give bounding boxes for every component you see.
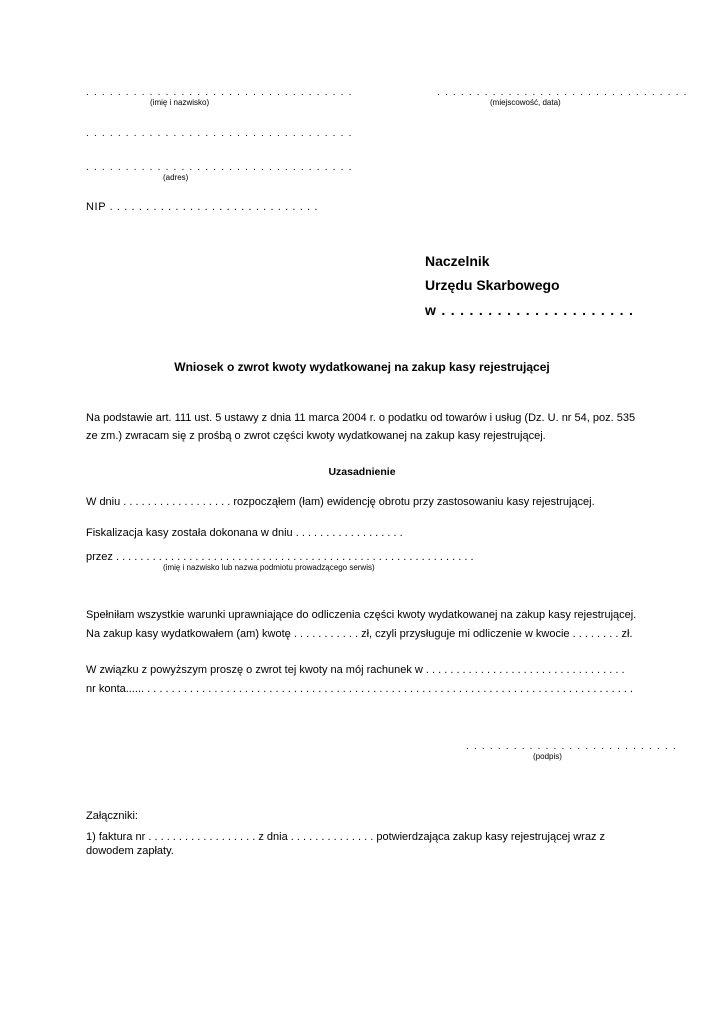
- signature-dots: . . . . . . . . . . . . . . . . . . . . . . . . . . .: [466, 741, 677, 752]
- sender-name-caption: (imię i nazwisko): [150, 98, 210, 107]
- attachment-item1-line1: 1) faktura nr . . . . . . . . . . . . . . . . . . z dnia . . . . . . . . . . . . . . potwierdzająca zakup kasy rejestrującej wraz z: [86, 831, 606, 843]
- attachments-heading: Załączniki:: [86, 810, 138, 822]
- justification-heading: Uzasadnienie: [328, 466, 396, 478]
- justification-line3: przez . . . . . . . . . . . . . . . . . . . . . . . . . . . . . . . . . . . . . . . . . . . . . . . . . . . . . . . . . . .: [86, 551, 474, 563]
- request-line1: W związku z powyższym proszę o zwrot tej kwoty na mój rachunek w . . . . . . . . . . . . . . . . . . . . . . . . . . . . . . . . .: [86, 664, 625, 676]
- signature-caption: (podpis): [533, 752, 562, 761]
- intro-line1: Na podstawie art. 111 ust. 5 ustawy z dnia 11 marca 2004 r. o podatku od towarów i usług (Dz. U. nr 54, poz. 535: [86, 412, 636, 424]
- justification-line3-caption: (imię i nazwisko lub nazwa podmiotu prowadzącego serwis): [163, 563, 375, 572]
- request-line2: nr konta...... . . . . . . . . . . . . . . . . . . . . . . . . . . . . . . . . . . . . . . . . . . . . . . . . . . . . . . . . . . . . . . . . . . . . . . . . . . . . . . . .: [86, 683, 634, 695]
- place-date-dots: . . . . . . . . . . . . . . . . . . . . . . . . . . . . . . . .: [437, 87, 688, 98]
- justification-line2: Fiskalizacja kasy została dokonana w dniu . . . . . . . . . . . . . . . . . .: [86, 527, 403, 539]
- conditions-line1: Spełniłam wszystkie warunki uprawniające do odliczenia części kwoty wydatkowanej na zakup kasy rejestrującej.: [86, 609, 637, 621]
- sender-line2-dots: . . . . . . . . . . . . . . . . . . . . . . . . . . . . . . . . . .: [86, 128, 353, 139]
- attachment-item1-line2: dowodem zapłaty.: [86, 845, 174, 857]
- addressee-line1: Naczelnik: [425, 253, 490, 269]
- addressee-line2: Urzędu Skarbowego: [425, 277, 560, 293]
- justification-line1: W dniu . . . . . . . . . . . . . . . . . . rozpocząłem (łam) ewidencję obrotu przy zastosowaniu kasy rejestrującej.: [86, 496, 595, 508]
- sender-name-dots: . . . . . . . . . . . . . . . . . . . . . . . . . . . . . . . . . .: [86, 87, 353, 98]
- document-title: Wniosek o zwrot kwoty wydatkowanej na zakup kasy rejestrującej: [174, 360, 550, 374]
- addressee-line3: w . . . . . . . . . . . . . . . . . . . . .: [425, 302, 634, 318]
- sender-address-dots: . . . . . . . . . . . . . . . . . . . . . . . . . . . . . . . . . .: [86, 162, 353, 173]
- sender-nip: NIP . . . . . . . . . . . . . . . . . . . . . . . . . . . . .: [86, 201, 318, 213]
- intro-line2: ze zm.) zwracam się z prośbą o zwrot części kwoty wydatkowanej na zakup kasy rejestrującej.: [86, 430, 546, 442]
- place-date-caption: (miejscowość, data): [490, 98, 561, 107]
- sender-address-caption: (adres): [163, 173, 189, 182]
- conditions-line2: Na zakup kasy wydatkowałem (am) kwotę . . . . . . . . . . . zł, czyli przysługuje mi odliczenie w kwocie . . . . . . . . zł.: [86, 628, 633, 640]
